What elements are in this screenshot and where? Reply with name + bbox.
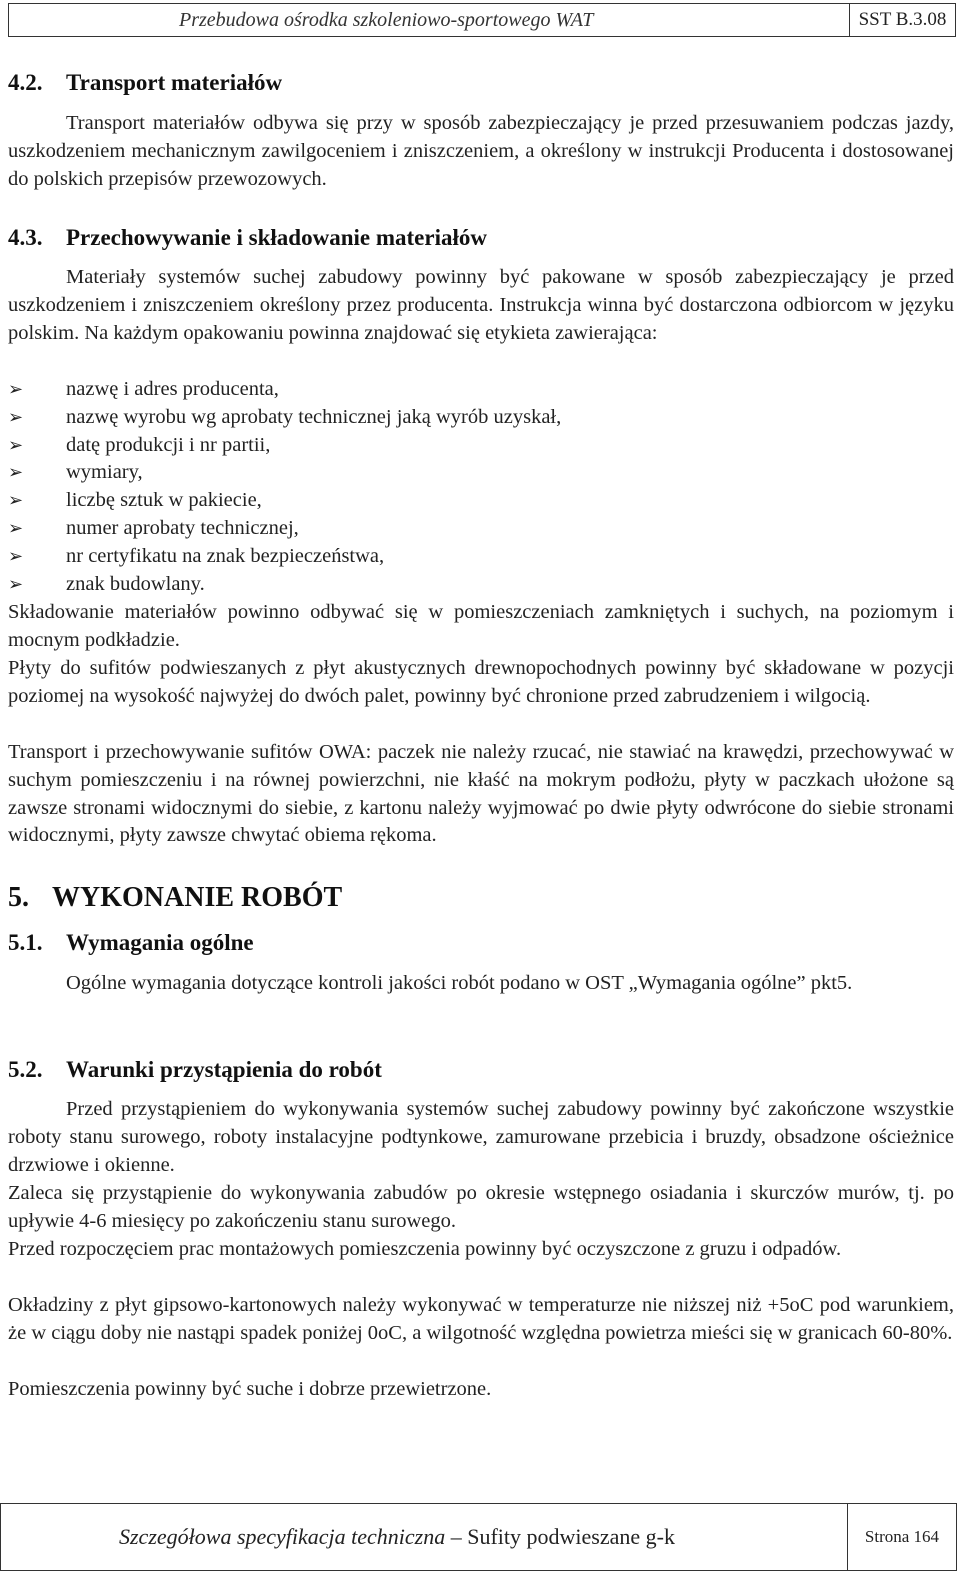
list-item: ➢ numer aprobaty technicznej,: [8, 515, 708, 543]
paragraph: Transport i przechowywanie sufitów OWA: paczek nie należy rzucać, nie stawiać na krawędzi, przechowywać w suchym pomieszczeniu i na równej powierzchni, nie kłaść na mokrym podłożu, płyty w paczkach ułożone są zawsze stronami widocznymi do siebie, z kartonu należy wyjmować po dwie płyty odwrócone do siebie stronami widocznymi, płyty zawsze chwytać obiema rękoma.: [8, 741, 954, 847]
heading-5: [8, 882, 342, 914]
paragraph: Przed rozpoczęciem prac montażowych pomieszczenia powinny być oczyszczone z gruzu i odpadów.: [8, 1238, 842, 1260]
paragraph: Ogólne wymagania dotyczące kontroli jakości robót podano w OST „Wymagania ogólne” pkt5.: [66, 972, 853, 994]
heading-title: Warunki przystąpienia do robót: [66, 1057, 382, 1082]
arrow-bullet-icon: ➢: [8, 490, 24, 512]
list-item: ➢ znak budowlany.: [8, 571, 708, 599]
heading-5-1: [8, 929, 254, 957]
paragraph: Przed przystąpieniem do wykonywania systemów suchej zabudowy powinny być zakończone wszystkie roboty stanu surowego, roboty instalacyjne podtynkowe, zamurowane przebicia i bruzdy, obsadzone ościeżnice drzwiowe i okienne.: [8, 1098, 954, 1176]
arrow-bullet-icon: ➢: [8, 462, 24, 484]
paragraph: Zaleca się przystąpienie do wykonywania zabudów po okresie wstępnego osiadania i skurczów murów, tj. po upływie 4-6 miesięcy po zakończeniu stanu surowego.: [8, 1182, 954, 1232]
heading-title: WYKONANIE ROBÓT: [52, 882, 343, 913]
paragraph: Okładziny z płyt gipsowo-kartonowych należy wykonywać w temperaturze nie niższej niż +5oC pod warunkiem, że w ciągu doby nie nastąpi spadek poniżej 0oC, a wilgotność względna powietrza mieści się w granicach 60-80%.: [8, 1294, 954, 1344]
list-item: ➢ nr certyfikatu na znak bezpieczeństwa,: [8, 543, 708, 571]
heading-4-2: [8, 69, 282, 97]
heading-number: 5.2.: [8, 1057, 43, 1082]
heading-number: 5.: [8, 882, 29, 913]
arrow-bullet-icon: ➢: [8, 545, 24, 567]
paragraph: Składowanie materiałów powinno odbywać się w pomieszczeniach zamkniętych i suchych, na poziomym i mocnym podkładzie.: [8, 601, 954, 651]
arrow-bullet-icon: ➢: [8, 573, 24, 595]
paragraph: Pomieszczenia powinny być suche i dobrze przewietrzone.: [8, 1378, 492, 1400]
heading-4-3: [8, 224, 487, 252]
heading-number: 5.1.: [8, 930, 43, 955]
list-item: ➢ liczbę sztuk w pakiecie,: [8, 487, 708, 515]
paragraph: Materiały systemów suchej zabudowy powinny być pakowane w sposób zabezpieczający je przed uszkodzeniem i zniszczeniem określony przez producenta. Instrukcja winna być dostarczona odbiorcom w języku polskim. Na każdym opakowaniu powinna znajdować się etykieta zawierająca:: [8, 266, 954, 344]
heading-number: 4.2.: [8, 70, 43, 95]
heading-title: Wymagania ogólne: [66, 930, 254, 955]
spec-code: SST B.3.08: [849, 4, 955, 36]
heading-title: Przechowywanie i składowanie materiałów: [66, 225, 487, 250]
arrow-bullet-icon: ➢: [8, 406, 24, 428]
heading-5-2: [8, 1056, 382, 1084]
label-contents-list: [8, 376, 708, 598]
page-number: Strona 164: [847, 1504, 956, 1570]
page-footer: [0, 1503, 957, 1571]
heading-title: Transport materiałów: [66, 70, 283, 95]
list-item: ➢ datę produkcji i nr partii,: [8, 432, 708, 460]
document-title: Przebudowa ośrodka szkoleniowo-sportowego WAT: [179, 9, 594, 31]
list-item: ➢ wymiary,: [8, 459, 708, 487]
list-item: ➢ nazwę wyrobu wg aprobaty technicznej jaką wyrób uzyskał,: [8, 404, 708, 432]
footer-spec-title: Szczegółowa specyfikacja techniczna – Sufity podwieszane g-k: [119, 1524, 675, 1549]
paragraph: Płyty do sufitów podwieszanych z płyt akustycznych drewnopochodnych powinny być składowane w pozycji poziomej na wysokość najwyżej do dwóch palet, powinny być chronione przed zabrudzeniem i wilgocią.: [8, 657, 954, 707]
heading-number: 4.3.: [8, 225, 43, 250]
arrow-bullet-icon: ➢: [8, 379, 24, 400]
page-header: [8, 3, 956, 37]
arrow-bullet-icon: ➢: [8, 434, 24, 456]
arrow-bullet-icon: ➢: [8, 517, 24, 539]
paragraph: Transport materiałów odbywa się przy w sposób zabezpieczający je przed przesuwaniem podczas jazdy, uszkodzeniem mechanicznym zawilgoceniem i zniszczeniem, a określony w instrukcji Producenta i dostosowanej do polskich przepisów przewozowych.: [8, 112, 954, 190]
list-item: ➢ nazwę i adres producenta,: [8, 376, 708, 404]
